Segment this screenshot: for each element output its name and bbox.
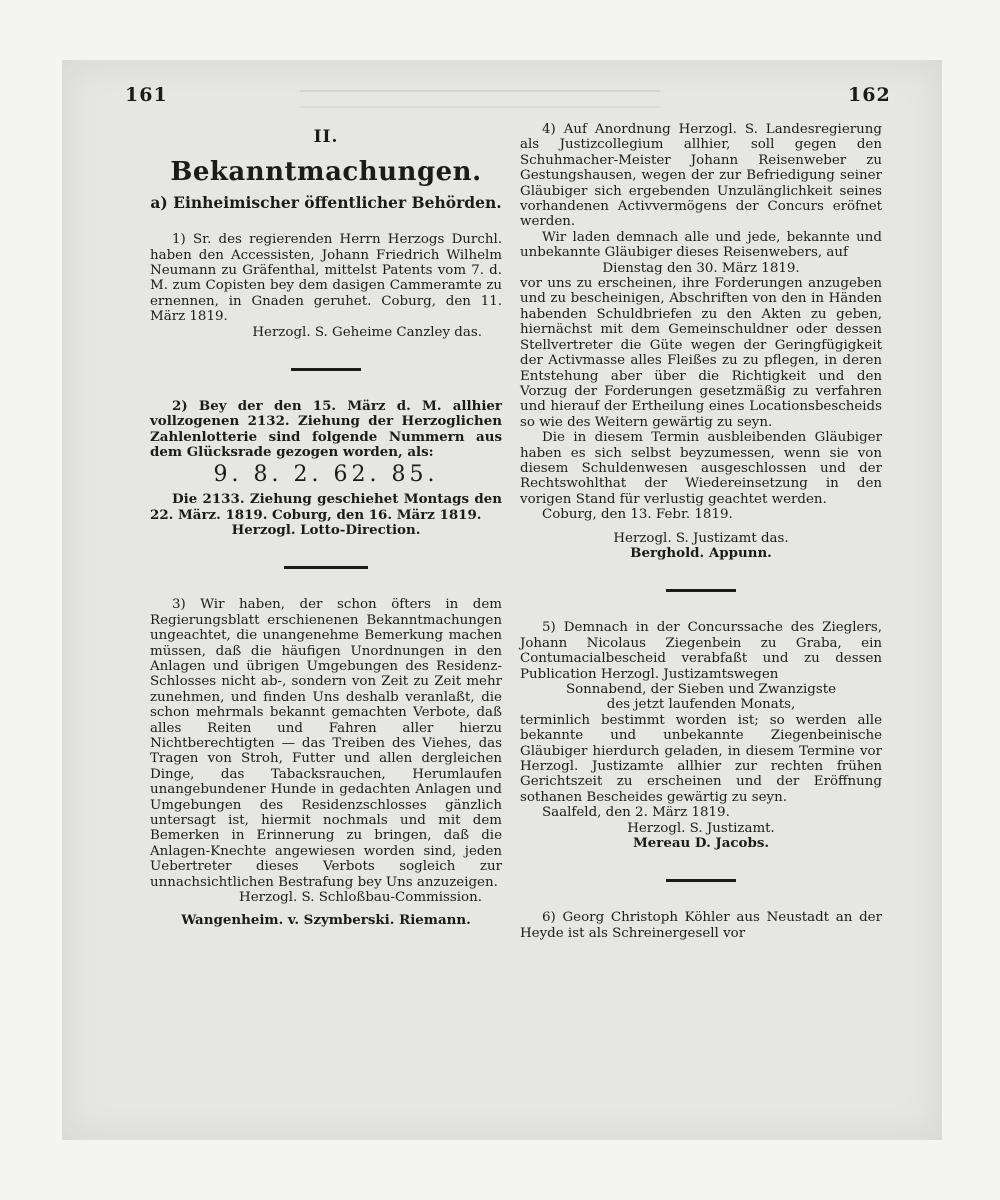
notice-2-signature: Herzogl. Lotto-Direction. bbox=[231, 521, 421, 538]
page-number-right: 162 bbox=[848, 84, 891, 106]
notice-4-text4: Die in diesem Termin ausbleibenden Gläubiger haben es sich selbst beyzumessen, wenn sie von diesem Schuldenwesen ausgeschlossen und der Rechtswohlthat der Wiedereinsetzung in den vorigen Stand für verlustig geachtet werden. bbox=[520, 430, 882, 507]
section-subheading: a) Einheimischer öffentlicher Behörden. bbox=[150, 192, 502, 212]
notice-3-signature: Herzogl. S. Schloßbau-Commission. bbox=[239, 890, 482, 906]
notice-2-text: 2) Bey der den 15. März d. M. allhier vollzogenen 2132. Ziehung der Herzoglichen Zahlenlotterie sind folgende Nummern aus dem Glücksrade gezogen worden, als: bbox=[150, 398, 502, 461]
notice-2-text2: Die 2133. Ziehung geschiehet Montags den 22. März. 1819. Coburg, den 16. März 1819. bbox=[150, 491, 502, 523]
notice-4-signature: Herzogl. S. Justizamt das. bbox=[613, 530, 789, 546]
notice-5-place-date: Saalfeld, den 2. März 1819. bbox=[542, 805, 730, 821]
notice-1-signature: Herzogl. S. Geheime Canzley das. bbox=[252, 324, 482, 340]
notice-5-signature: Herzogl. S. Justizamt. bbox=[627, 820, 775, 836]
divider bbox=[666, 879, 736, 882]
notice-5-text: 5) Demnach in der Concurssache des Zieglers, Johann Nicolaus Ziegenbein zu Graba, ein Contumacialbescheid verabfaßt und zu dessen Publication Herzogl. Justizamtswegen bbox=[520, 620, 882, 682]
notice-5-date-line2: des jetzt laufenden Monats, bbox=[606, 697, 796, 713]
notice-4-names: Berghold. Appunn. bbox=[630, 544, 772, 561]
notice-5-names: Mereau D. Jacobs. bbox=[632, 835, 770, 852]
notice-4-text3: vor uns zu erscheinen, ihre Forderungen anzugeben und zu bescheinigen, Abschriften von den in Händen habenden Schuldbriefen zu den Akten zu geben, hiernächst mit dem Gemeinschuldner oder dessen Stellvertreter die Güte wegen der Geringfügigkeit der Activmasse alles Fleißes zu zu pflegen, in deren Entstehung aber über die Richtigkeit und den Vorzug der Forderungen gesetzmäßig zu verfahren und hierauf der Ertheilung eines Locationsbescheids so wie des Weitern gewärtig zu seyn. bbox=[520, 276, 882, 430]
page-number-left: 161 bbox=[125, 84, 168, 106]
notice-5-date-line1: Sonnabend, der Sieben und Zwanzigste bbox=[565, 682, 837, 697]
right-column bbox=[520, 122, 882, 941]
divider bbox=[666, 589, 736, 592]
notice-4-date: Dienstag den 30. März 1819. bbox=[602, 260, 800, 276]
notice-4-text: 4) Auf Anordnung Herzogl. S. Landesregierung als Justizcollegium allhier, soll gegen den Schuhmacher-Meister Johann Reisenweber zu Gestungshausen, wegen der zur Befriedigung seiner Gläubiger sich ergebenden Unzulänglichkeit seines vorhandenen Activvermögens der Concurs eröfnet werden. bbox=[520, 122, 882, 230]
notice-6-text: 6) Georg Christoph Köhler aus Neustadt an der Heyde ist als Schreinergesell vor bbox=[520, 910, 882, 941]
faded-running-header bbox=[300, 90, 660, 108]
lottery-numbers: 9. 8. 2. 62. 85. bbox=[213, 461, 439, 487]
notice-1-text: 1) Sr. des regierenden Herrn Herzogs Durchl. haben den Accessisten, Johann Friedrich Wilhelm Neumann zu Gräfenthal, mittelst Patents vom 7. d. M. zum Copisten bey dem dasigen Cammeramte zu ernennen, in Gnaden geruhet. Coburg, den 11. März 1819. bbox=[150, 232, 502, 325]
page-title: Bekanntmachungen. bbox=[170, 157, 482, 188]
notice-4-place-date: Coburg, den 13. Febr. 1819. bbox=[542, 507, 733, 523]
notice-3-names: Wangenheim. v. Szymberski. Riemann. bbox=[181, 912, 471, 929]
notice-4-text2: Wir laden demnach alle und jede, bekannte und unbekannte Gläubiger dieses Reisenwebers, auf bbox=[520, 229, 882, 261]
notice-5-text2: terminlich bestimmt worden ist; so werden alle bekannte und unbekannte Ziegenbeinische Gläubiger hierdurch geladen, in diesem Termine vor Herzogl. Justizamte allhier zur rechten frühen Gerichtszeit zu erscheinen und der Eröffnung sothanen Bescheides gewärtig zu seyn. bbox=[520, 712, 882, 805]
left-column bbox=[150, 118, 502, 929]
divider bbox=[284, 566, 368, 569]
section-number: II. bbox=[313, 127, 339, 147]
notice-3-text: 3) Wir haben, der schon öfters in dem Regierungsblatt erschienenen Bekanntmachungen ungeachtet, die unangenehme Bemerkung machen müssen, daß die häufigen Unordnungen in den Anlagen und übrigen Umgebungen des Residenz-Schlosses nicht ab-, sondern von Zeit zu Zeit mehr zunehmen, und finden Uns deshalb veranlaßt, die schon mehrmals bekannt gemachten Verbote, daß alles Reiten und Fahren aller hierzu Nichtberechtigten — das Treiben des Viehes, das Tragen von Stroh, Futter und allen dergleichen Dinge, das Tabacksrauchen, Herumlaufen unangebundener Hunde in gedachten Anlagen und Umgebungen des Residenzschlosses gänzlich untersagt ist, hiermit nochmals und mit dem Bemerken in Erinnerung zu bringen, daß die Anlagen-Knechte angewiesen worden sind, jeden Uebertreter dieses Verbots sogleich zur unnachsichtlichen Bestrafung bey Uns anzuzeigen. bbox=[150, 597, 502, 890]
divider bbox=[291, 368, 361, 371]
